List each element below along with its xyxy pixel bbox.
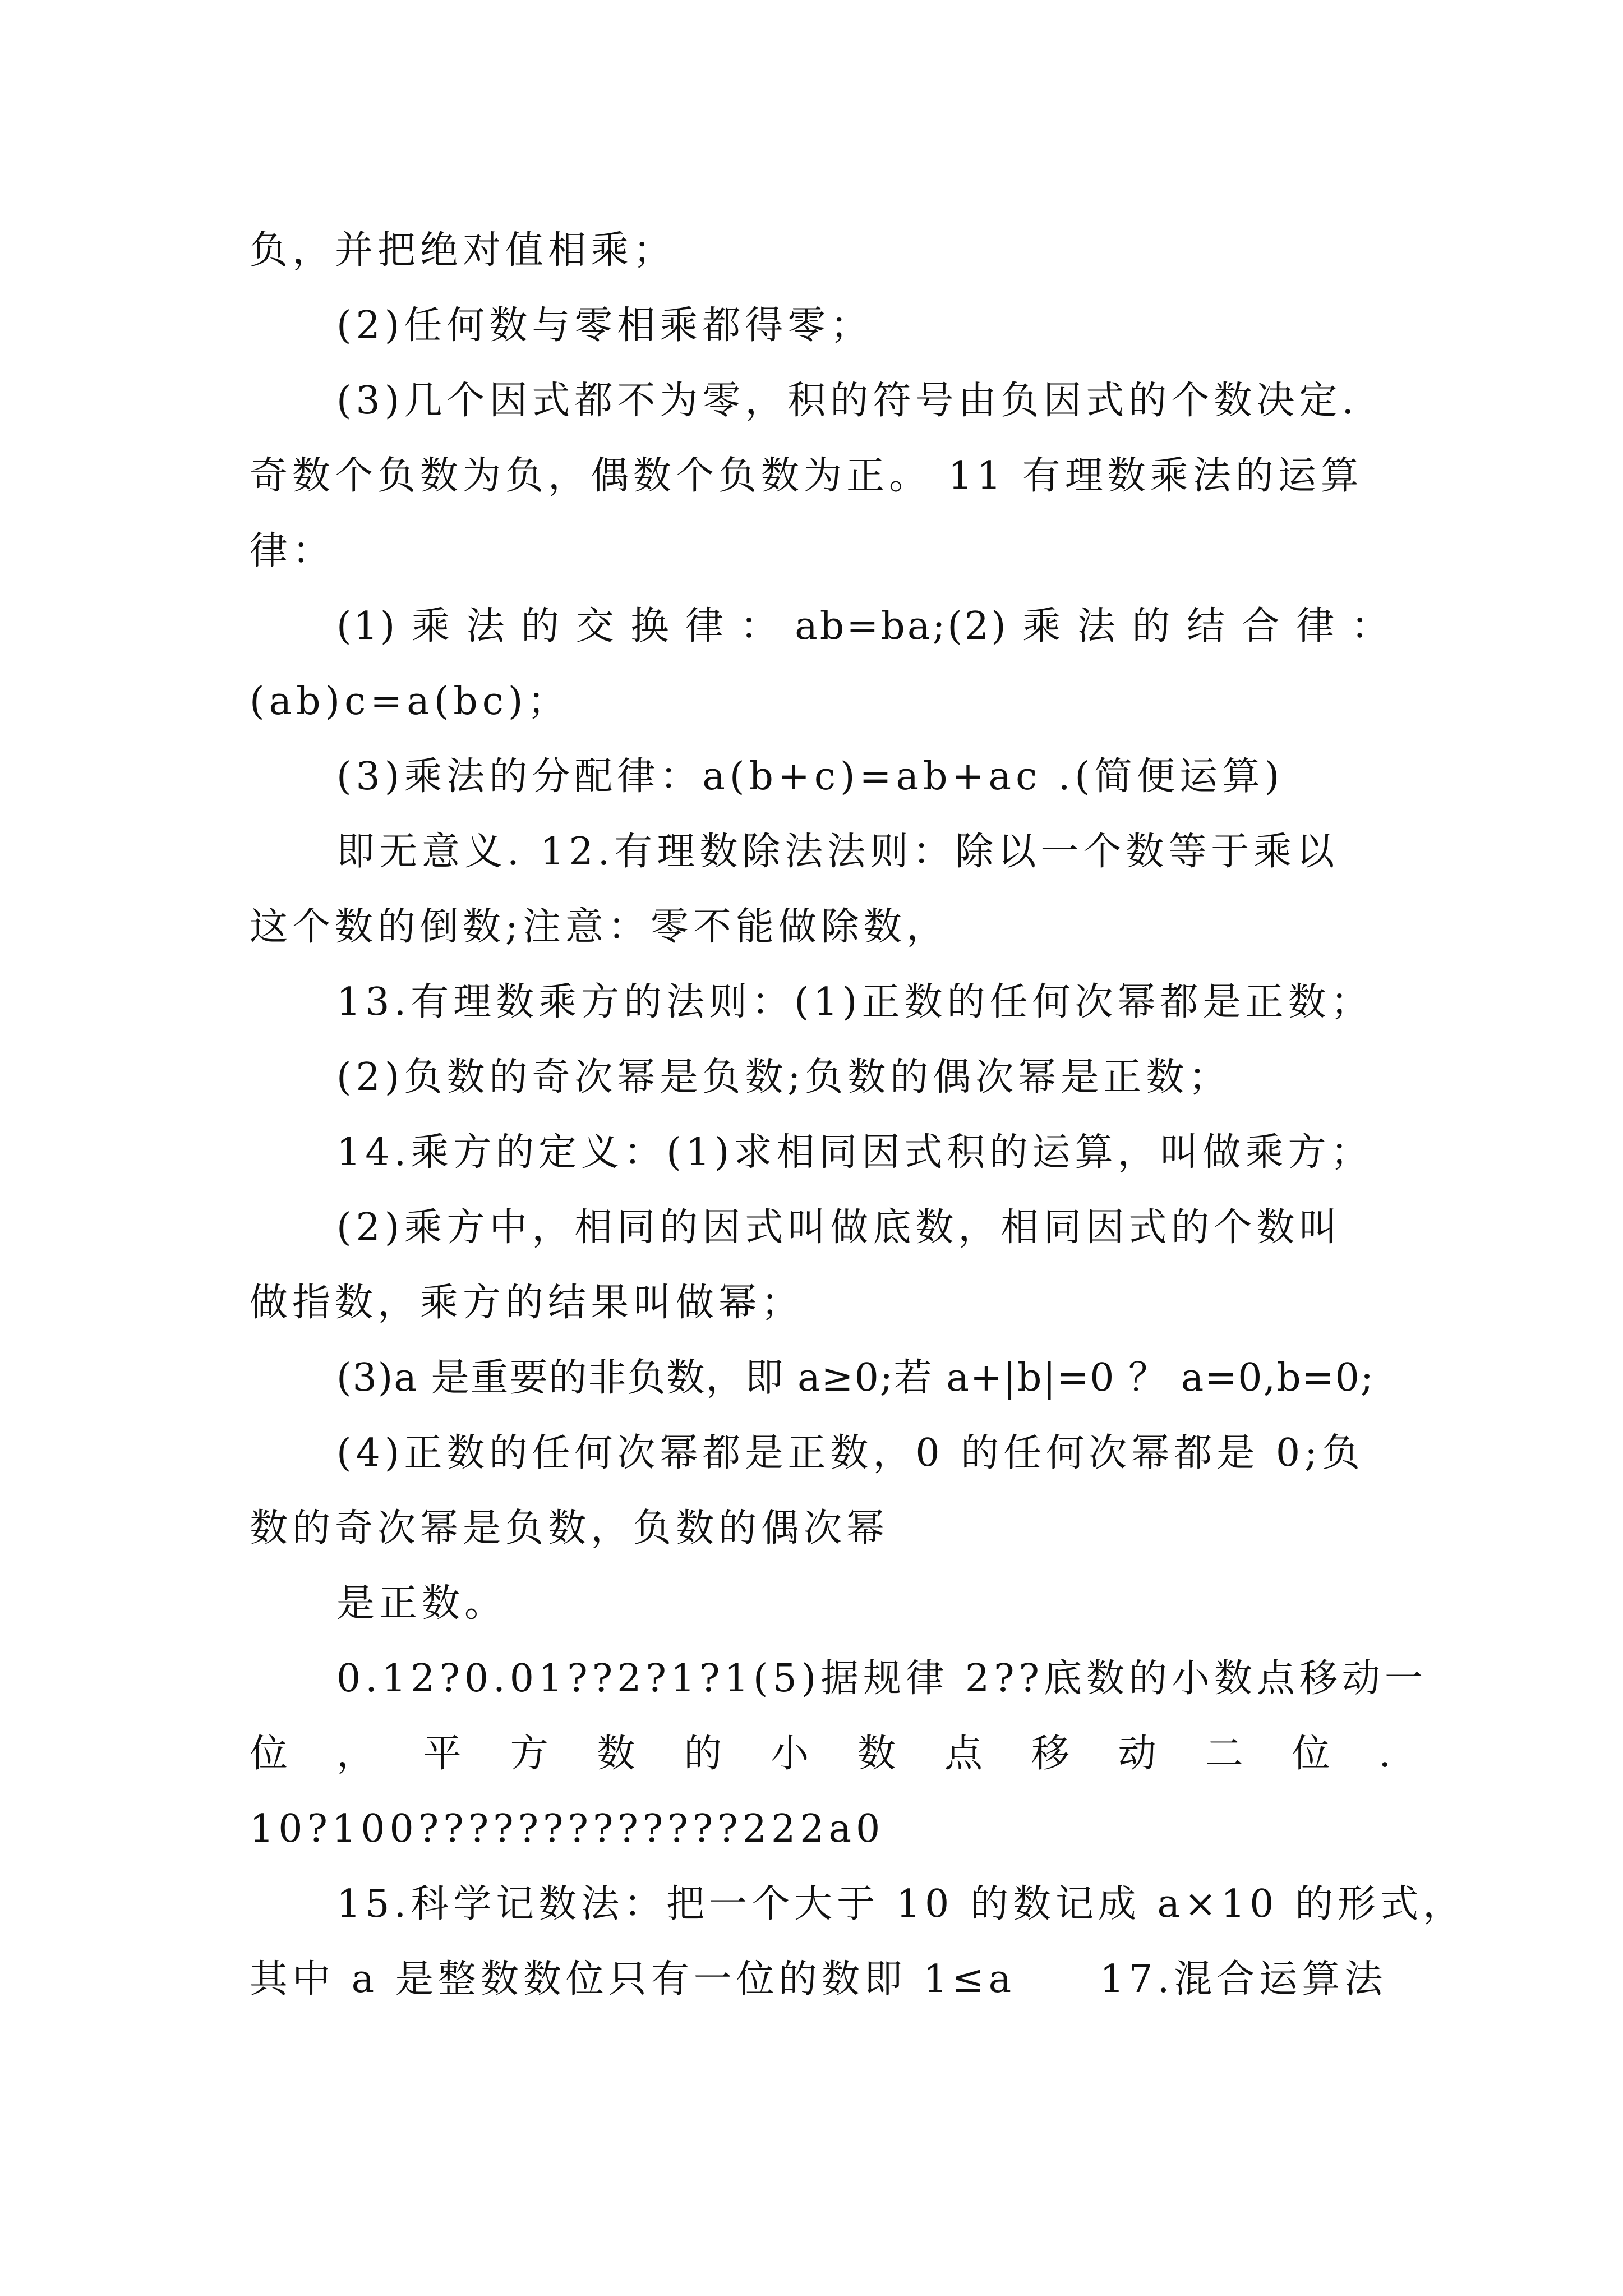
spaced-char: . bbox=[1378, 1732, 1391, 1776]
spaced-char: 位 bbox=[1292, 1732, 1330, 1776]
text-line: 负，并把绝对值相乘； bbox=[250, 228, 676, 273]
text-line: 13.有理数乘方的法则：(1)正数的任何次幂都是正数； bbox=[336, 980, 1373, 1024]
text-line: (3)a 是重要的非负数，即 a≥0;若 a+|b|=0 ？ a=0,b=0; bbox=[336, 1356, 1375, 1400]
text-line: (1) 乘 法 的 交 换 律 ： ab=ba;(2) 乘 法 的 结 合 律 ： bbox=[336, 604, 1391, 648]
spaced-char: 平 bbox=[423, 1732, 462, 1776]
text-line: 14.乘方的定义：(1)求相同因式积的运算，叫做乘方； bbox=[336, 1130, 1373, 1175]
text-line: (ab)c=a(bc)； bbox=[250, 679, 570, 724]
text-segment: 其中 a 是整数数位只有一位的数即 1≤a bbox=[250, 1957, 1016, 2001]
spaced-char: 位 bbox=[250, 1732, 288, 1776]
spaced-char: 小 bbox=[771, 1732, 809, 1776]
text-line: (3)乘法的分配律：a(b+c)=ab+ac .(简便运算) bbox=[336, 754, 1284, 799]
spaced-char: 点 bbox=[944, 1732, 983, 1776]
text-line: 奇数个负数为负，偶数个负数为正。 11 有理数乘法的运算 bbox=[250, 454, 1363, 498]
text-line: 是正数。 bbox=[336, 1581, 508, 1626]
text-line: 数的奇次幂是负数，负数的偶次幂 bbox=[250, 1506, 889, 1550]
text-line: 0.12?0.01??2?1?1(5)据规律 2??底数的小数点移动一 bbox=[336, 1657, 1428, 1701]
text-line: (2)任何数与零相乘都得零； bbox=[336, 303, 873, 348]
spaced-char: 的 bbox=[684, 1732, 722, 1776]
spaced-char: 移 bbox=[1031, 1732, 1069, 1776]
spaced-char: 方 bbox=[510, 1732, 548, 1776]
text-segment: 17.混合运算法 bbox=[1100, 1957, 1387, 2001]
text-line: 这个数的倒数;注意：零不能做除数， bbox=[250, 905, 949, 949]
document-page bbox=[250, 213, 1466, 2017]
spaced-char: ， bbox=[336, 1732, 375, 1776]
text-line: (2)负数的奇次幂是负数;负数的偶次幂是正数； bbox=[336, 1055, 1232, 1099]
text-line: (2)乘方中，相同的因式叫做底数，相同因式的个数叫 bbox=[336, 1205, 1342, 1250]
text-line: 10?100?????????????222a0 bbox=[250, 1807, 885, 1851]
text-line: 律： bbox=[250, 529, 335, 573]
spaced-char: 数 bbox=[597, 1732, 635, 1776]
text-line: 做指数，乘方的结果叫做幂； bbox=[250, 1281, 804, 1325]
text-line: (4)正数的任何次幂都是正数，0 的任何次幂都是 0;负 bbox=[336, 1431, 1364, 1475]
text-line-with-tail bbox=[250, 1942, 1391, 2017]
spaced-char: 动 bbox=[1118, 1732, 1156, 1776]
spaced-char: 二 bbox=[1205, 1732, 1243, 1776]
spaced-text-line bbox=[250, 1717, 1391, 1792]
text-line: 即无意义. 12.有理数除法法则：除以一个数等于乘以 bbox=[336, 830, 1339, 874]
text-line: 15.科学记数法：把一个大于 10 的数记成 a×10 的形式， bbox=[336, 1882, 1466, 1926]
text-line: (3)几个因式都不为零，积的符号由负因式的个数决定. bbox=[336, 379, 1358, 423]
spaced-char: 数 bbox=[857, 1732, 896, 1776]
